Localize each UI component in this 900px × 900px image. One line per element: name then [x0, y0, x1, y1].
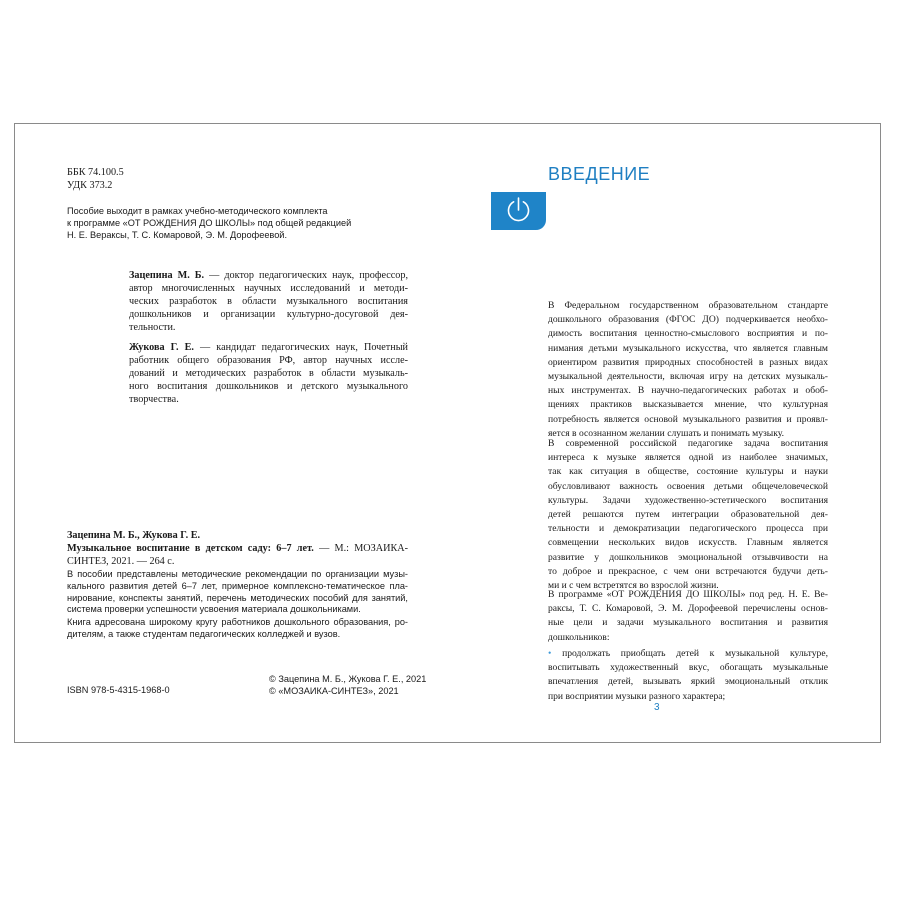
- bullet-item-1: • продолжать приобщать детей к музыкальной культуре, воспитывать художественный вкус, обогащать музыкальные впечатления детей, вызывать яркий эмоциональный отклик при восприятии музыки разного характера;: [548, 648, 828, 702]
- chapter-icon-box: [491, 192, 546, 230]
- series-note: Пособие выходит в рамках учебно-методического комплекта к программе «ОТ РОЖДЕНИЯ ДО ШКОЛЫ» под общей редакцией Н. Е. Вераксы, Т. С. Комаровой, Э. М. Дорофеевой.: [67, 206, 352, 240]
- bibliographic-record: Зацепина М. Б., Жукова Г. Е. Музыкальное воспитание в детском саду: 6–7 лет. — М.: МОЗАИКА- СИНТЕЗ, 2021. — 264 с.: [67, 530, 408, 568]
- abstract-2: Книга адресована широкому кругу работников дошкольного образования, ро- дителям, а также студентам педагогических колледжей и вузов.: [67, 617, 408, 639]
- author1-bio: Зацепина М. Б. — доктор педагогических наук, профессор, автор многочисленных научных исследований и методи- ческих разработок в области музыкального воспитания дошкольников и организации культурно-досуговой дея- тельности.: [129, 270, 409, 334]
- bullet-icon: •: [548, 648, 552, 659]
- book-spread: [14, 123, 881, 743]
- intro-paragraph-1: В Федеральном государственном образовательном стандарте дошкольного образования (ФГОС ДО) подчеркивается необхо- димость воспитания ценностно-смыслового восприятия и по- нимания детьми музыкального искусства, что является главным ориентиром развития природных способностей в разных видах музыкальной деятельности, включая игру на детских музыкаль- ных инструментах. В научно-педагогических работах и обоб- щениях практиков высказывается мнение, что культурная потребность является основой музыкального развития и проявл- яется в осознанном желании слушать и понимать музыку.: [548, 300, 828, 439]
- abstract-1: В пособии представлены методические рекомендации по организации музы- кального развития детей 6–7 лет, примерное комплексно-тематическое пла- нирование, конспекты занятий, перечень методических пособий для занятий, система проверки успешности усвоения материала дошкольниками.: [67, 569, 408, 615]
- bbk-code: ББК 74.100.5 УДК 373.2: [67, 167, 124, 192]
- intro-paragraph-3: В программе «ОТ РОЖДЕНИЯ ДО ШКОЛЫ» под ред. Н. Е. Ве- раксы, Т. С. Комаровой, Э. М. Дорофеевой перечислены основ- ные цели и задачи музыкального воспитания и развития дошкольников:: [548, 589, 828, 643]
- power-icon: [491, 192, 546, 230]
- copyright: © Зацепина М. Б., Жукова Г. Е., 2021 © «МОЗАИКА-СИНТЕЗ», 2021: [269, 674, 427, 696]
- isbn: ISBN 978-5-4315-1968-0: [67, 685, 170, 695]
- author2-bio: Жукова Г. Е. — кандидат педагогических наук, Почетный работник общего образования РФ, автор научных иссле- дований и методических разработок в области музыкаль- ного воспитания дошкольников и детского музыкального творчества.: [129, 342, 408, 406]
- page-number: 3: [654, 702, 660, 713]
- intro-paragraph-2: В современной российской педагогике задача воспитания интереса к музыке является одной из наиболее значимых, так как ситуация в обществе, состояние культуры и науки обусловливают важность освоения детьми общечеловеческой культуры. Задачи художественно-эстетического воспитания детей решаются путем интеграции образовательной дея- тельности и демократизации педагогического процесса при совмещении нескольких видов искусств. Главным является развитие у дошкольников эмоциональной отзывчивости на то доброе и прекрасное, с чем они встречаются будучи деть- ми и с чем встретятся во взрослой жизни.: [548, 438, 828, 592]
- chapter-heading: ВВЕДЕНИЕ: [548, 164, 651, 184]
